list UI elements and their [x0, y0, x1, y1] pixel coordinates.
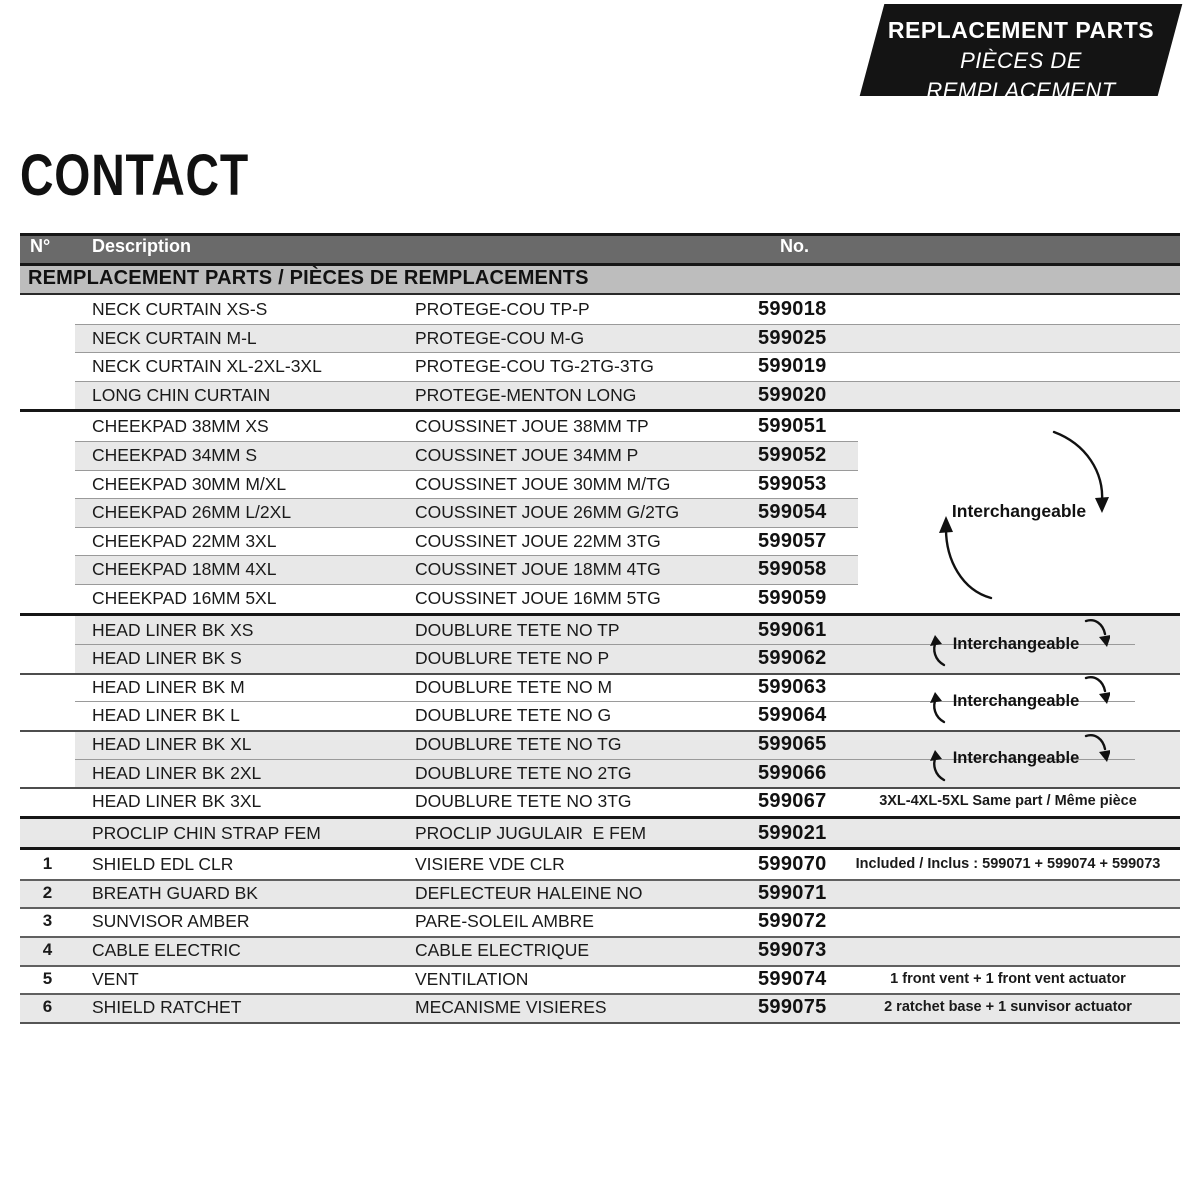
- interchangeable-label: Interchangeable: [951, 501, 1087, 522]
- description-en: VENT: [92, 968, 139, 989]
- description-en: HEAD LINER BK XL: [92, 733, 252, 754]
- section-cheekpads: [20, 412, 1180, 615]
- description-fr: CABLE ELECTRIQUE: [415, 940, 590, 961]
- header-no: No.: [780, 236, 809, 256]
- part-number: 599062: [758, 647, 827, 670]
- part-number: 599057: [758, 529, 827, 552]
- description-fr: COUSSINET JOUE 26MM G/2TG: [415, 502, 680, 523]
- row-number: 4: [42, 940, 53, 960]
- interchangeable-label: Interchangeable: [952, 634, 1080, 653]
- row-number: 1: [42, 854, 53, 874]
- description-en: CHEEKPAD 22MM 3XL: [92, 530, 277, 551]
- part-number: 599061: [758, 618, 827, 641]
- description-en: HEAD LINER BK M: [92, 676, 245, 697]
- interchangeable-annotation: [858, 673, 1180, 730]
- description-fr: PROTEGE-COU TG-2TG-3TG: [415, 356, 654, 377]
- description-en: HEAD LINER BK S: [92, 648, 242, 669]
- interchangeable-label: Interchangeable: [952, 749, 1080, 768]
- interchangeable-annotation: [858, 616, 1180, 673]
- description-fr: DOUBLURE TETE NO 2TG: [415, 762, 632, 783]
- description-en: CHEEKPAD 18MM 4XL: [92, 559, 277, 580]
- section-headliners: [20, 616, 1180, 819]
- description-fr: COUSSINET JOUE 18MM 4TG: [415, 559, 661, 580]
- description-en: SHIELD EDL CLR: [92, 854, 234, 875]
- description-en: CHEEKPAD 16MM 5XL: [92, 587, 277, 608]
- part-number: 599058: [758, 558, 827, 581]
- description-en: NECK CURTAIN XS-S: [92, 299, 268, 319]
- interchangeable-label: Interchangeable: [952, 691, 1080, 710]
- row-number: 5: [42, 968, 53, 988]
- description-fr: VISIERE VDE CLR: [415, 854, 565, 875]
- description-en: NECK CURTAIN M-L: [92, 327, 257, 348]
- row-number: 2: [42, 882, 53, 902]
- description-fr: DOUBLURE TETE NO 3TG: [415, 791, 632, 812]
- description-en: SHIELD RATCHET: [92, 997, 242, 1018]
- part-number: 599019: [758, 355, 827, 378]
- curved-arrow-up-icon: [928, 692, 948, 724]
- part-number: 599073: [758, 939, 827, 962]
- description-fr: MECANISME VISIERES: [415, 997, 607, 1018]
- table-row: [20, 324, 1180, 353]
- description-fr: COUSSINET JOUE 16MM 5TG: [415, 587, 661, 608]
- part-number: 599053: [758, 472, 827, 495]
- description-fr: PROTEGE-COU TP-P: [415, 299, 590, 319]
- row-note: 2 ratchet base + 1 sunvisor actuator: [884, 999, 1132, 1016]
- table-row: [20, 295, 1180, 324]
- curved-arrow-down-icon: [1084, 617, 1110, 649]
- description-fr: PROCLIP JUGULAIR E FEM: [415, 822, 647, 843]
- part-number: 599020: [758, 383, 827, 406]
- description-en: CHEEKPAD 30MM M/XL: [92, 473, 287, 494]
- table-row: [20, 993, 1180, 1022]
- part-number: 599074: [758, 967, 827, 990]
- parts-table: [20, 233, 1180, 1024]
- part-number: 599054: [758, 501, 827, 524]
- table-row: [20, 936, 1180, 965]
- description-fr: DOUBLURE TETE NO TP: [415, 619, 620, 640]
- description-en: PROCLIP CHIN STRAP FEM: [92, 822, 321, 843]
- page-title: CONTACT: [20, 143, 249, 208]
- part-number: 599018: [758, 298, 827, 320]
- description-fr: DOUBLURE TETE NO G: [415, 705, 612, 726]
- subheader-label: REMPLACEMENT PARTS / PIÈCES DE REMPLACEMENTS: [28, 267, 589, 289]
- badge-title-en: REPLACEMENT PARTS: [887, 17, 1155, 43]
- header-num: N°: [30, 236, 51, 256]
- description-fr: COUSSINET JOUE 38MM TP: [415, 416, 649, 437]
- part-number: 599059: [758, 586, 827, 609]
- part-number: 599064: [758, 704, 827, 727]
- row-number: 6: [42, 997, 53, 1017]
- description-en: CHEEKPAD 34MM S: [92, 444, 257, 465]
- description-fr: VENTILATION: [415, 968, 529, 989]
- part-number: 599070: [758, 853, 827, 876]
- description-en: HEAD LINER BK 3XL: [92, 791, 262, 812]
- description-en: LONG CHIN CURTAIN: [92, 384, 271, 405]
- interchangeable-annotation: [858, 730, 1180, 787]
- table-row: [20, 352, 1180, 381]
- description-en: HEAD LINER BK L: [92, 705, 240, 726]
- description-fr: COUSSINET JOUE 22MM 3TG: [415, 530, 661, 551]
- part-number: 599025: [758, 326, 827, 349]
- description-fr: DOUBLURE TETE NO P: [415, 648, 610, 669]
- part-number: 599063: [758, 675, 827, 698]
- description-fr: COUSSINET JOUE 30MM M/TG: [415, 473, 671, 494]
- part-number: 599052: [758, 443, 827, 466]
- replacement-parts-badge-text: [872, 15, 1170, 106]
- description-en: CABLE ELECTRIC: [92, 940, 241, 961]
- section-curtains: [20, 295, 1180, 412]
- header-description: Description: [92, 236, 192, 256]
- row-note: 1 front vent + 1 front vent actuator: [890, 970, 1126, 987]
- curved-arrow-up-icon: [928, 750, 948, 782]
- curved-arrow-up-icon: [928, 635, 948, 667]
- curved-arrow-down-icon: [1084, 674, 1110, 706]
- table-row: [20, 850, 1180, 879]
- part-number: 599065: [758, 732, 827, 755]
- table-row: [20, 965, 1180, 994]
- description-fr: DEFLECTEUR HALEINE NO: [415, 882, 643, 903]
- curved-arrow-down-icon: [1084, 732, 1110, 764]
- description-en: CHEEKPAD 26MM L/2XL: [92, 502, 292, 523]
- table-subheader-row: [20, 266, 1180, 295]
- part-number: 599072: [758, 910, 827, 933]
- table-row: [20, 787, 1180, 816]
- table-row: [20, 879, 1180, 908]
- description-fr: PROTEGE-COU M-G: [415, 327, 585, 348]
- description-en: BREATH GUARD BK: [92, 882, 258, 903]
- parts-table-body: [20, 295, 1180, 1024]
- description-fr: PROTEGE-MENTON LONG: [415, 384, 637, 405]
- description-en: HEAD LINER BK XS: [92, 619, 254, 640]
- part-number: 599021: [758, 821, 827, 844]
- description-fr: PARE-SOLEIL AMBRE: [415, 911, 594, 932]
- part-number: 599071: [758, 881, 827, 904]
- description-fr: DOUBLURE TETE NO M: [415, 676, 613, 697]
- description-fr: COUSSINET JOUE 34MM P: [415, 444, 639, 465]
- row-note: 3XL-4XL-5XL Same part / Même pièce: [879, 793, 1137, 810]
- description-fr: DOUBLURE TETE NO TG: [415, 733, 622, 754]
- badge-title-fr: PIÈCES DE REMPLACEMENT: [926, 48, 1116, 103]
- part-number: 599075: [758, 996, 827, 1019]
- description-en: NECK CURTAIN XL-2XL-3XL: [92, 356, 322, 377]
- part-number: 599067: [758, 790, 827, 813]
- table-row: [20, 907, 1180, 936]
- table-header-row: [20, 233, 1180, 266]
- part-number: 599051: [758, 415, 827, 438]
- row-number: 3: [42, 911, 53, 931]
- part-number: 599066: [758, 761, 827, 784]
- section-numbered: [20, 850, 1180, 1024]
- row-note: Included / Inclus : 599071 + 599074 + 599073: [855, 856, 1161, 873]
- description-en: CHEEKPAD 38MM XS: [92, 416, 269, 437]
- description-en: HEAD LINER BK 2XL: [92, 762, 262, 783]
- section-proclip: [20, 819, 1180, 851]
- table-row: [20, 819, 1180, 848]
- table-row: [20, 381, 1180, 410]
- interchangeable-annotation: [858, 412, 1180, 612]
- description-en: SUNVISOR AMBER: [92, 911, 250, 932]
